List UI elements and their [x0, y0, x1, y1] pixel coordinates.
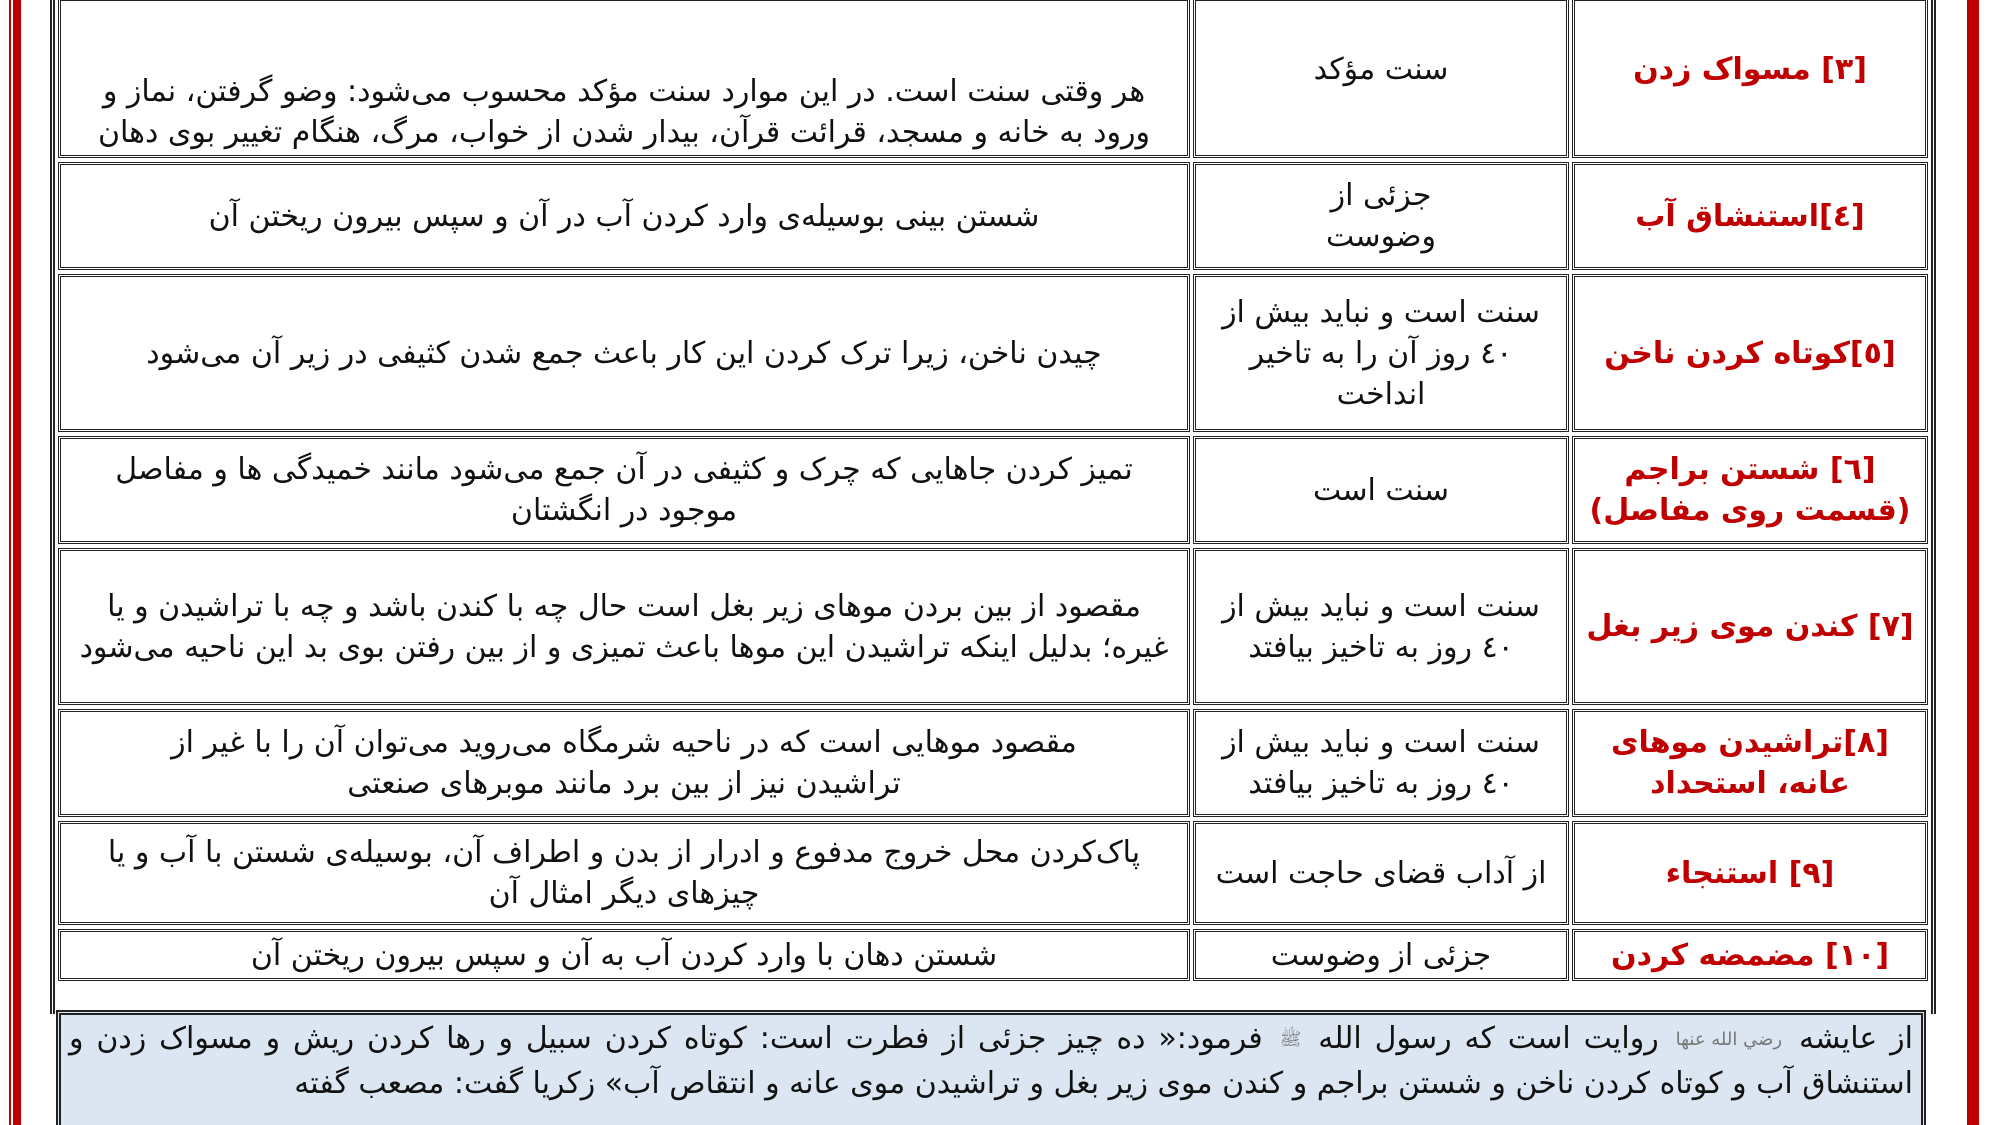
row-name-istinshaq: [٤]استنشاق آب — [1572, 162, 1928, 270]
note-text-part3: فرمود:« ده چیز جزئی از فطرت است: کوتاه کردن سبیل و رها کردن ریش و مسواک زدن و استنشاق آب و کوتاه کردن ناخن و شستن براجم و کندن موی زیر بغل و تراشیدن موی عانه و انتقاص آب» زکریا گفت: مصعب گفته — [69, 1021, 1913, 1101]
row-status: جزئی از وضوست — [1193, 929, 1569, 981]
table-row — [58, 929, 1928, 981]
row-description: مقصود از بین بردن موهای زیر بغل است حال چه با کندن باشد و چه با تراشیدن و یا غیره؛ بدلیل اینکه تراشیدن این موها باعث تمیزی و از بین رفتن بوی بد این ناحیه می‌شود — [58, 548, 1190, 705]
fitrah-table-container — [50, 0, 1936, 1014]
table-row — [58, 0, 1928, 158]
honorific-salawat-icon: ﷺ — [1279, 1028, 1302, 1050]
note-text-part1: از عایشه — [1799, 1021, 1913, 1056]
row-description: چیدن ناخن، زیرا ترک کردن این کار باعث جمع شدن کثیفی در زیر آن می‌شود — [58, 274, 1190, 432]
row-description: شستن بینی بوسیله‌ی وارد کردن آب در آن و سپس بیرون ریختن آن — [58, 162, 1190, 270]
row-name-barajim: [٦] شستن براجم (قسمت روی مفاصل) — [1572, 436, 1928, 544]
honorific-radiallahu-anha-icon: رضي الله عنها — [1675, 1028, 1783, 1050]
row-status: از آداب قضای حاجت است — [1193, 821, 1569, 925]
note-text-part2: روایت است که رسول الله — [1318, 1021, 1659, 1056]
table-row — [58, 274, 1928, 432]
row-description: پاک‌کردن محل خروج مدفوع و ادرار از بدن و اطراف آن، بوسیله‌ی شستن با آب و یا چیزهای دیگر امثال آن — [58, 821, 1190, 925]
row-name-nail-trimming: [٥]کوتاه کردن ناخن — [1572, 274, 1928, 432]
row-name-pubic-hair: [٨]تراشیدن موهای عانه، استحداد — [1572, 709, 1928, 817]
row-status: سنت است — [1193, 436, 1569, 544]
row-name-miswak: [٣] مسواک زدن — [1572, 0, 1928, 158]
row-description: مقصود موهایی است که در ناحیه شرمگاه می‌روید می‌توان آن را با غیر از تراشیدن نیز از بین برد مانند موبرهای صنعتی — [58, 709, 1190, 817]
row-status: سنت است و نباید بیش از ٤٠ روز به تاخیز بیافتد — [1193, 548, 1569, 705]
table-row — [58, 548, 1928, 705]
fitrah-rules-table — [55, 0, 1931, 985]
table-row — [58, 436, 1928, 544]
table-row — [58, 709, 1928, 817]
row-status: جزئی از وضوست — [1193, 162, 1569, 270]
page-frame-left-thin-line — [9, 0, 11, 1125]
row-name-istinja: [٩] استنجاء — [1572, 821, 1928, 925]
row-status: سنت است و نباید بیش از ٤٠ روز به تاخیز بیافتد — [1193, 709, 1569, 817]
row-status: سنت است و نباید بیش از ٤٠ روز آن را به تاخیر انداخت — [1193, 274, 1569, 432]
row-name-armpit-hair: [٧] کندن موی زیر بغل — [1572, 548, 1928, 705]
page-frame-left-thick-line — [13, 0, 21, 1125]
row-description: تمیز کردن جاهایی که چرک و کثیفی در آن جمع می‌شود مانند خمیدگی ها و مفاصل موجود در انگشتان — [58, 436, 1190, 544]
row-name-madmada: [١٠] مضمضه کردن — [1572, 929, 1928, 981]
page-frame-right-line — [1967, 0, 1979, 1125]
hadith-note-box — [56, 1010, 1926, 1125]
row-description: شستن دهان با وارد کردن آب به آن و سپس بیرون ریختن آن — [58, 929, 1190, 981]
row-description: هر وقتی سنت است. در این موارد سنت مؤکد محسوب می‌شود: وضو گرفتن، نماز و ورود به خانه و مسجد، قرائت قرآن، بیدار شدن از خواب، مرگ، هنگام تغییر بوی دهان — [58, 0, 1190, 158]
row-status: سنت مؤکد — [1193, 0, 1569, 158]
table-row — [58, 821, 1928, 925]
table-row — [58, 162, 1928, 270]
